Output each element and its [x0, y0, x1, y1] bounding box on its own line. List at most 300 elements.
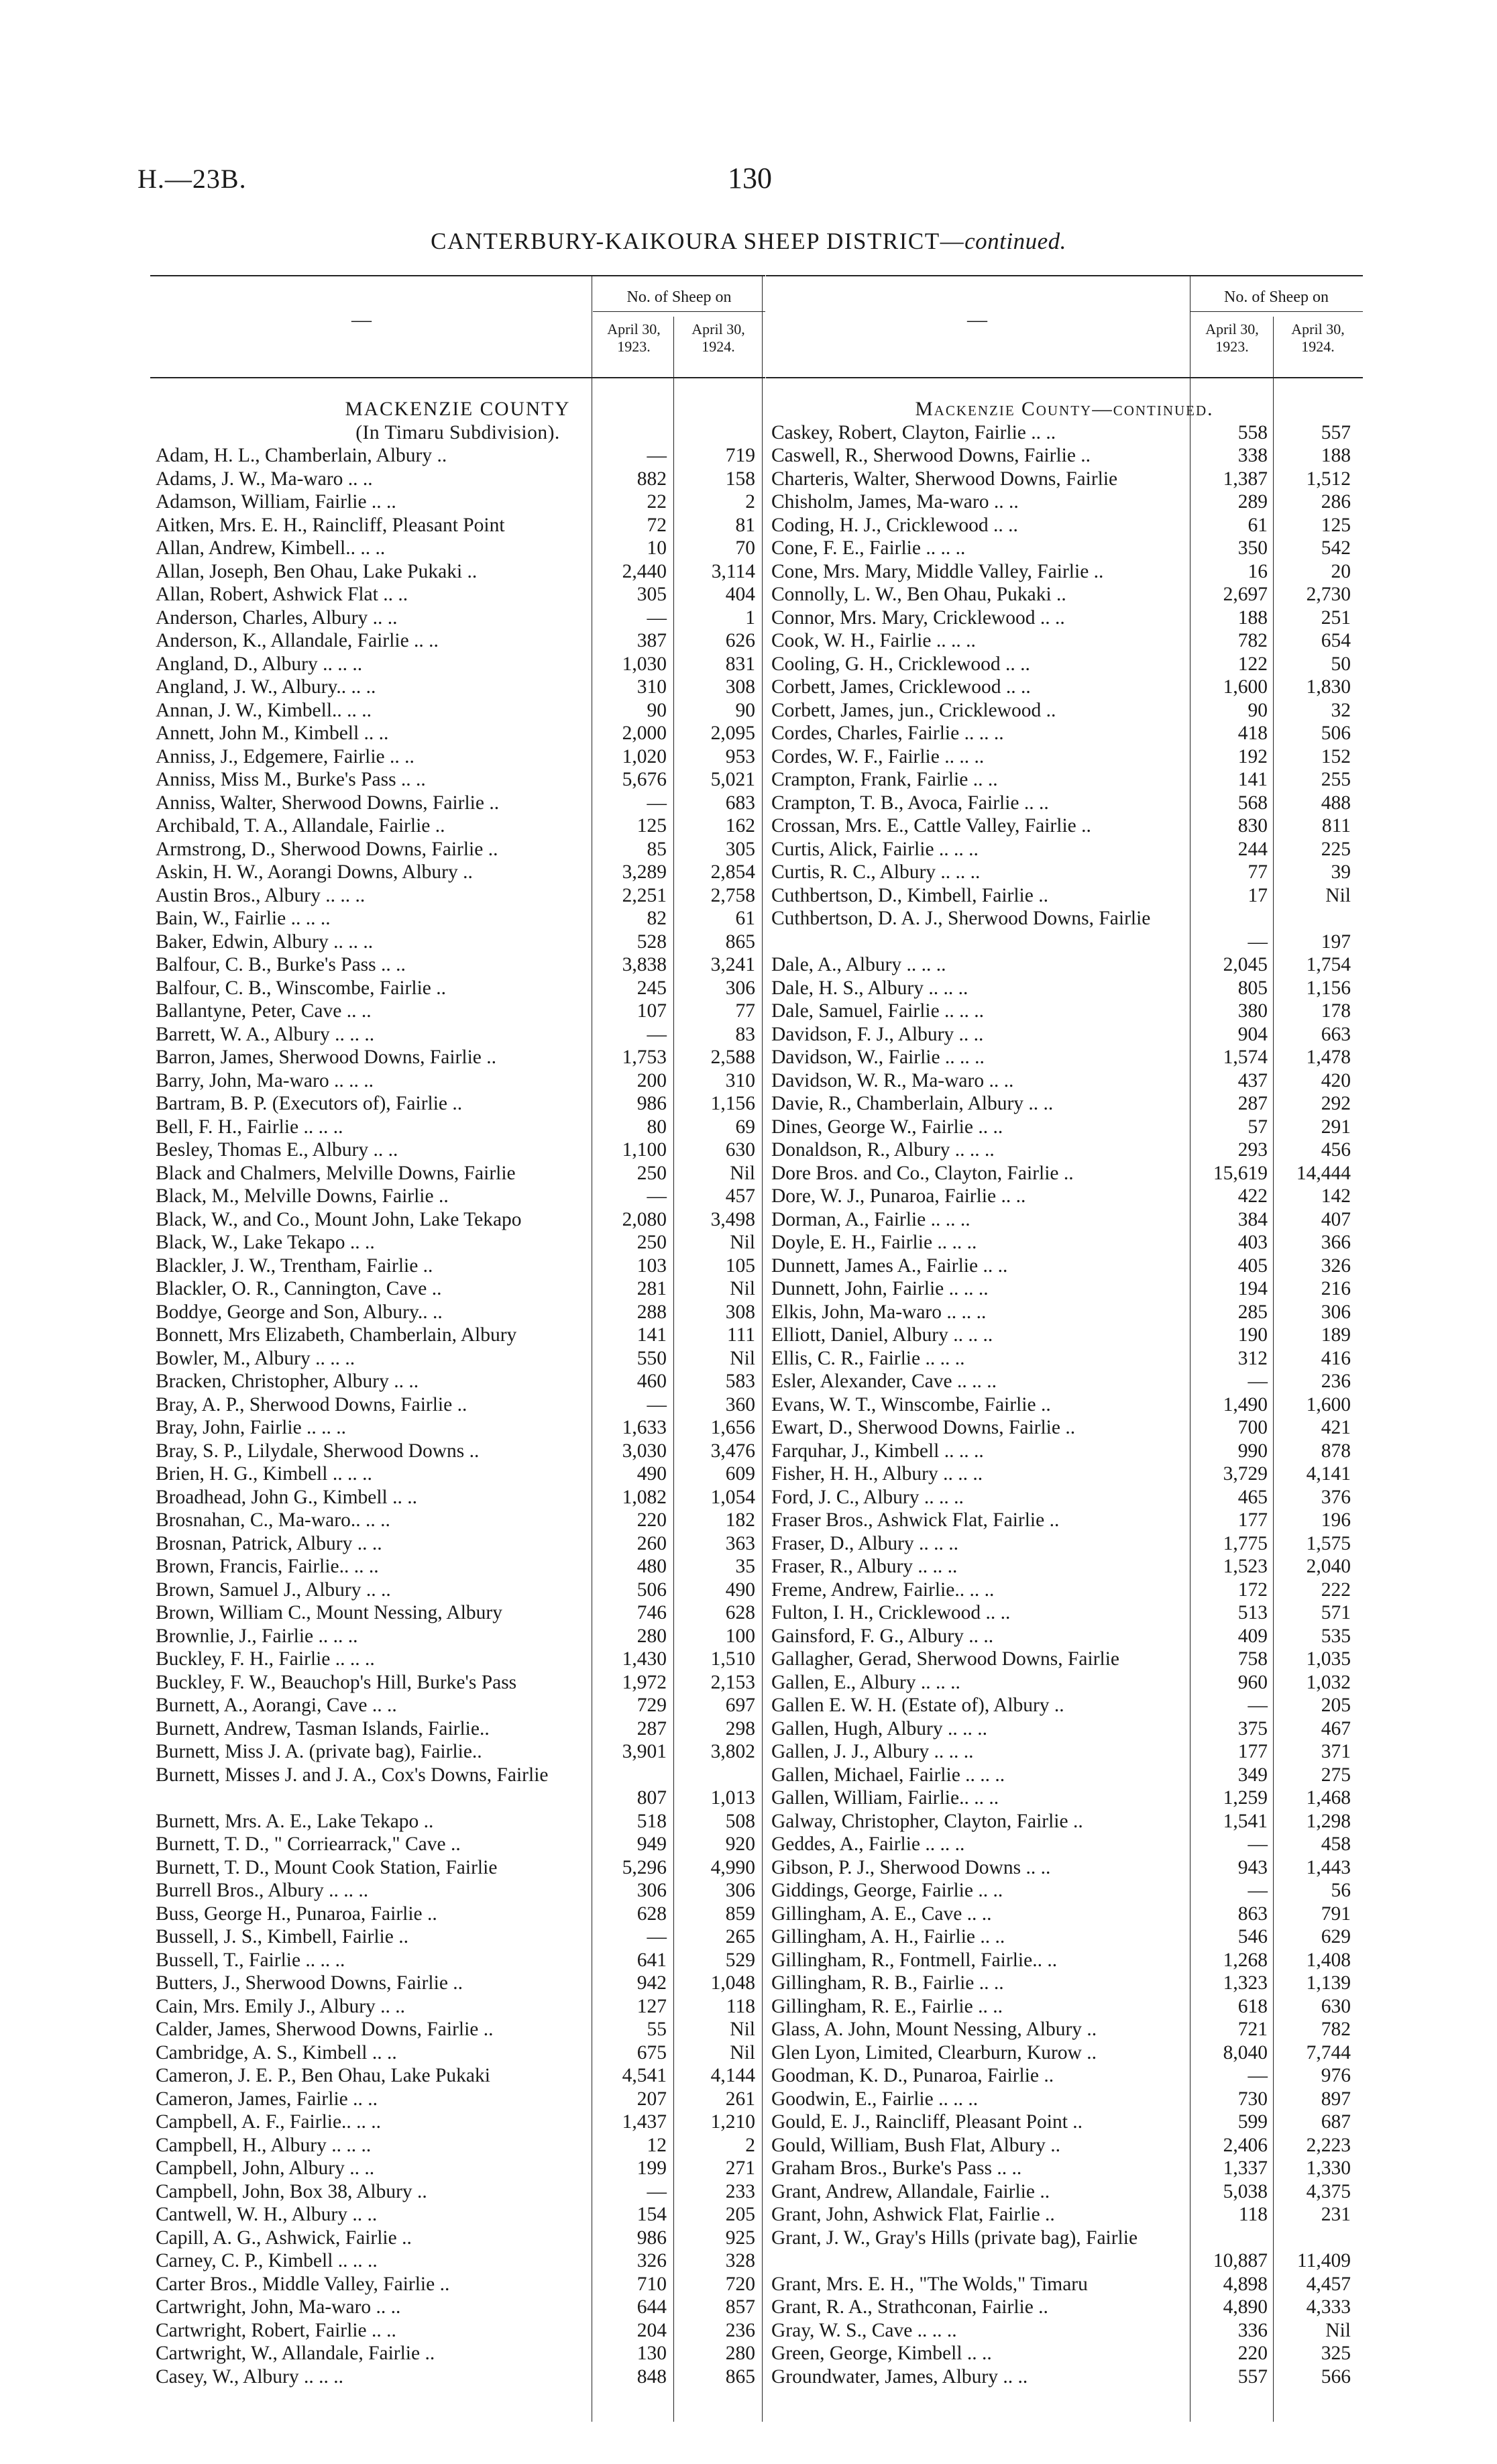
table-row — [150, 1879, 765, 1903]
owner-name: Barron, James, Sherwood Downs, Fairlie .. — [156, 1047, 496, 1068]
owner-name: Black, M., Melville Downs, Fairlie .. — [156, 1185, 449, 1207]
sheep-count-1924: Nil — [730, 2041, 755, 2064]
table-row — [766, 2296, 1363, 2319]
sheep-count-1924: 782 — [1321, 2019, 1351, 2040]
owner-name: Gillingham, R., Fontmell, Fairlie.. .. — [771, 1949, 1058, 1971]
owner-name: Elliott, Daniel, Albury .. .. .. — [771, 1324, 993, 1346]
sheep-count-1923: 4,890 — [1223, 2296, 1268, 2318]
left-table — [150, 275, 765, 2422]
table-row — [766, 1138, 1363, 1162]
table-row — [150, 537, 765, 560]
owner-name: Coding, H. J., Cricklewood .. .. — [771, 514, 1018, 536]
sheep-count-1924: 271 — [725, 2157, 755, 2179]
table-row — [766, 606, 1363, 630]
table-row — [150, 861, 765, 884]
table-row — [766, 1903, 1363, 1926]
sheep-count-1924: 328 — [725, 2250, 755, 2271]
sheep-count-1923: 289 — [1237, 491, 1268, 513]
table-row — [766, 1370, 1363, 1393]
table-row — [766, 1833, 1363, 1856]
sheep-count-1923: 5,038 — [1223, 2180, 1268, 2202]
sheep-count-1924: Nil — [1325, 884, 1351, 906]
owner-name: Gallen, William, Fairlie.. .. .. — [771, 1787, 999, 1809]
table-row — [150, 1648, 765, 1671]
owner-name: Austin Bros., Albury .. .. .. — [156, 884, 366, 906]
sheep-count-1923: 949 — [636, 1833, 667, 1855]
sheep-count-1924: 4,144 — [710, 2065, 755, 2086]
sheep-count-1923: 387 — [636, 630, 667, 651]
owner-name: Gillingham, R. B., Fairlie .. .. — [771, 1972, 1004, 1994]
owner-name: Bell, F. H., Fairlie .. .. .. — [156, 1116, 343, 1138]
table-row — [766, 1000, 1363, 1023]
owner-name: Anniss, Miss M., Burke's Pass .. .. — [156, 769, 426, 790]
owner-name: Bussell, T., Fairlie .. .. .. — [156, 1949, 345, 1971]
table-row — [150, 838, 765, 861]
table-row — [150, 1578, 765, 1602]
table-row — [150, 953, 765, 977]
table-row — [150, 2227, 765, 2250]
owner-name: Anniss, Walter, Sherwood Downs, Fairlie .. — [156, 792, 500, 814]
sheep-count-1923: 1,600 — [1223, 676, 1268, 698]
table-row — [150, 1972, 765, 1995]
sheep-count-1923: 729 — [636, 1695, 667, 1716]
owner-name: Bain, W., Fairlie .. .. .. — [156, 908, 331, 929]
sheep-count-1924: 225 — [1321, 838, 1351, 860]
sheep-count-1924: 420 — [1321, 1069, 1351, 1091]
sheep-count-1924: 366 — [1321, 1232, 1351, 1253]
owner-name: Burnett, A., Aorangi, Cave .. .. — [156, 1695, 397, 1716]
table-row — [766, 1416, 1363, 1440]
sheep-count-1923: 207 — [636, 2088, 667, 2110]
table-row — [150, 2296, 765, 2319]
table-row — [150, 722, 765, 745]
sheep-count-1924: 925 — [725, 2227, 755, 2249]
sheep-count-1924: 236 — [725, 2319, 755, 2341]
sheep-count-1924: 467 — [1321, 1717, 1351, 1739]
sheep-count-1923: 1,268 — [1223, 1949, 1268, 1971]
owner-name: Armstrong, D., Sherwood Downs, Fairlie .. — [156, 838, 498, 860]
table-row — [766, 1393, 1363, 1417]
sheep-count-1923: 618 — [1237, 1995, 1268, 2017]
sheep-count-1923: 960 — [1237, 1671, 1268, 1693]
owner-name: Glen Lyon, Limited, Clearburn, Kurow .. — [771, 2041, 1097, 2064]
right-table-body — [766, 398, 1363, 2388]
owner-name: Gallen E. W. H. (Estate of), Albury .. — [771, 1695, 1064, 1716]
owner-name: Geddes, A., Fairlie .. .. .. — [771, 1833, 965, 1855]
owner-name: Davidson, W. R., Ma-waro .. .. — [771, 1069, 1014, 1091]
owner-name: Black, W., Lake Tekapo .. .. — [156, 1232, 375, 1253]
table-row — [766, 1046, 1363, 1069]
sheep-count-1923: 942 — [636, 1972, 667, 1994]
owner-name: Gillingham, A. E., Cave .. .. — [771, 1903, 992, 1925]
left-header-dash: — — [351, 309, 372, 331]
owner-name: Gould, William, Bush Flat, Albury .. — [771, 2134, 1060, 2156]
owner-name: Burnett, Miss J. A. (private bag), Fairlie.. — [156, 1741, 482, 1762]
table-row — [766, 1925, 1363, 1949]
owner-name: Bowler, M., Albury .. .. .. — [156, 1347, 355, 1369]
sheep-count-1924: 542 — [1321, 537, 1351, 559]
table-row — [150, 1301, 765, 1324]
sheep-count-1923: 418 — [1237, 722, 1268, 744]
table-row — [766, 560, 1363, 584]
table-row — [150, 1717, 765, 1741]
sheep-count-1923: 245 — [636, 977, 667, 999]
sheep-count-1924: 404 — [725, 584, 755, 605]
owner-name: Doyle, E. H., Fairlie .. .. .. — [771, 1232, 977, 1253]
sheep-count-1923: 460 — [636, 1371, 667, 1392]
sheep-count-1923: 310 — [636, 676, 667, 698]
sheep-count-1923: 1,490 — [1223, 1393, 1268, 1415]
sheep-count-1923: 4,898 — [1223, 2273, 1268, 2295]
owner-name: Gray, W. S., Cave .. .. .. — [771, 2319, 957, 2341]
sheep-count-1923: 1,430 — [622, 1648, 667, 1670]
table-row — [766, 1995, 1363, 2019]
owner-name: Bracken, Christopher, Albury .. .. — [156, 1371, 419, 1392]
sheep-count-1923: 154 — [636, 2204, 667, 2225]
owner-name: Calder, James, Sherwood Downs, Fairlie .. — [156, 2019, 494, 2040]
sheep-count-1923: 2,440 — [622, 560, 667, 582]
sheep-count-1923: 375 — [1237, 1717, 1268, 1739]
sheep-count-1924: Nil — [1325, 2319, 1351, 2341]
owner-name: Blackler, J. W., Trentham, Fairlie .. — [156, 1254, 433, 1277]
sheep-count-1924: 566 — [1321, 2365, 1351, 2388]
table-row — [766, 1601, 1363, 1625]
table-row — [766, 1949, 1363, 1972]
sheep-count-1923: 77 — [1248, 861, 1268, 883]
left-header-group: No. of Sheep on — [593, 283, 765, 312]
sheep-count-1924: 1,600 — [1306, 1393, 1351, 1415]
owner-name: Burnett, Mrs. A. E., Lake Tekapo .. — [156, 1810, 434, 1832]
sheep-count-1923: 57 — [1248, 1116, 1268, 1138]
sheep-count-1924: 654 — [1321, 630, 1351, 651]
sheep-count-1924: 325 — [1321, 2343, 1351, 2364]
sheep-count-1924: 1,330 — [1306, 2157, 1351, 2179]
sheep-count-1923: 1,082 — [622, 1486, 667, 1508]
owner-name: Cantwell, W. H., Albury .. .. — [156, 2204, 378, 2225]
owner-name: Ewart, D., Sherwood Downs, Fairlie .. — [771, 1417, 1076, 1438]
sheep-count-1924: 811 — [1321, 815, 1351, 837]
owner-name: Brown, Francis, Fairlie.. .. .. — [156, 1556, 379, 1577]
sheep-count-1924: 720 — [725, 2273, 755, 2295]
owner-name: Goodwin, E., Fairlie .. .. .. — [771, 2088, 979, 2110]
owner-name: Archibald, T. A., Allandale, Fairlie .. — [156, 815, 445, 837]
sheep-count-1924: 2 — [745, 491, 755, 513]
sheep-count-1924: 457 — [725, 1185, 755, 1207]
owner-name: Broadhead, John G., Kimbell .. .. — [156, 1486, 417, 1508]
table-row — [766, 2203, 1363, 2227]
table-row — [150, 699, 765, 722]
sheep-count-1923: 199 — [636, 2157, 667, 2179]
owner-name: Besley, Thomas E., Albury .. .. — [156, 1139, 398, 1161]
sheep-count-1924: 1,013 — [710, 1787, 755, 1809]
sheep-count-1923: 384 — [1237, 1208, 1268, 1230]
table-row — [766, 1810, 1363, 1833]
table-row — [150, 930, 765, 954]
table-row — [150, 1393, 765, 1417]
table-row — [766, 1440, 1363, 1463]
sheep-count-1923: 12 — [647, 2134, 667, 2156]
sheep-count-1923: 986 — [636, 2227, 667, 2249]
table-row — [766, 1786, 1363, 1810]
owner-name: Cameron, James, Fairlie .. .. — [156, 2088, 378, 2110]
sheep-count-1924: 719 — [725, 445, 755, 466]
sheep-count-1924: 326 — [1321, 1254, 1351, 1277]
owner-name: Bray, S. P., Lilydale, Sherwood Downs .. — [156, 1440, 480, 1462]
owner-name: Cone, Mrs. Mary, Middle Valley, Fairlie .. — [771, 560, 1104, 582]
sheep-count-1924: 305 — [725, 838, 755, 860]
sheep-count-1923: 1,387 — [1223, 468, 1268, 490]
table-row — [150, 2365, 765, 2389]
sheep-count-1923: 1,972 — [622, 1671, 667, 1693]
owner-name: Evans, W. T., Winscombe, Fairlie .. — [771, 1393, 1051, 1415]
sheep-count-1923: 2,000 — [622, 722, 667, 744]
sheep-count-1924: 857 — [725, 2296, 755, 2318]
sheep-count-1924: 3,498 — [710, 1208, 755, 1230]
sheep-count-1923: — — [647, 792, 667, 814]
owner-name: Charteris, Walter, Sherwood Downs, Fairlie — [771, 468, 1118, 490]
table-row — [150, 444, 765, 468]
sheep-count-1924: 1,408 — [1306, 1949, 1351, 1971]
sheep-count-1923: 644 — [636, 2296, 667, 2318]
table-row — [766, 1092, 1363, 1116]
sheep-count-1923: 127 — [636, 1995, 667, 2017]
table-row — [150, 629, 765, 653]
sheep-count-1923: 480 — [636, 1556, 667, 1577]
owner-name: Allan, Robert, Ashwick Flat .. .. — [156, 584, 408, 605]
owner-name: Curtis, Alick, Fairlie .. .. .. — [771, 838, 979, 860]
sheep-count-1923: 192 — [1237, 745, 1268, 767]
table-row — [766, 1277, 1363, 1301]
sheep-count-1924: 628 — [725, 1602, 755, 1623]
sheep-count-1923: 244 — [1237, 838, 1268, 860]
owner-name: Glass, A. John, Mount Nessing, Albury .. — [771, 2019, 1097, 2040]
table-row — [150, 1903, 765, 1926]
table-row — [766, 1972, 1363, 1995]
owner-name: Annan, J. W., Kimbell.. .. .. — [156, 699, 372, 721]
sheep-count-1923: 557 — [1237, 2365, 1268, 2388]
sheep-count-1923: 546 — [1237, 1926, 1268, 1947]
left-header-col-a: April 30, 1923. — [607, 321, 661, 355]
sheep-count-1923: 628 — [636, 1903, 667, 1925]
sheep-count-1923: 85 — [647, 838, 667, 860]
owner-name: Goodman, K. D., Punaroa, Fairlie .. — [771, 2065, 1054, 2086]
sheep-count-1923: 204 — [636, 2319, 667, 2341]
sheep-count-1923: 3,729 — [1223, 1463, 1268, 1485]
table-row — [766, 1509, 1363, 1532]
sheep-count-1923: 1,337 — [1223, 2157, 1268, 2179]
sheep-count-1923: 141 — [1237, 769, 1268, 790]
owner-name: Gallen, J. J., Albury .. .. .. — [771, 1741, 974, 1762]
owner-name: Cartwright, W., Allandale, Fairlie .. — [156, 2343, 435, 2364]
sheep-count-1924: 3,476 — [710, 1440, 755, 1462]
owner-name: Angland, J. W., Albury.. .. .. — [156, 676, 376, 698]
sheep-count-1923: 350 — [1237, 537, 1268, 559]
owner-name: Corbett, James, jun., Cricklewood .. — [771, 699, 1056, 721]
owner-name: Burrell Bros., Albury .. .. .. — [156, 1880, 369, 1901]
table-row — [766, 907, 1363, 953]
table-row — [150, 560, 765, 584]
table-row — [766, 1648, 1363, 1671]
right-header-col-a: April 30, 1923. — [1205, 321, 1259, 355]
table-row — [150, 1092, 765, 1116]
sheep-count-1923: 10 — [647, 537, 667, 559]
sheep-count-1923: 882 — [636, 468, 667, 490]
table-row — [766, 2273, 1363, 2296]
sheep-count-1923: 118 — [1238, 2204, 1268, 2225]
sheep-count-1924: 791 — [1321, 1903, 1351, 1925]
sheep-count-1923: 281 — [636, 1278, 667, 1299]
sheep-count-1923: 513 — [1237, 1602, 1268, 1623]
table-row — [766, 468, 1363, 491]
sheep-count-1924: 683 — [725, 792, 755, 814]
sheep-count-1924: 697 — [725, 1695, 755, 1716]
table-row — [150, 514, 765, 537]
owner-name: Connolly, L. W., Ben Ohau, Pukaki .. — [771, 584, 1066, 605]
sheep-count-1924: 508 — [725, 1810, 755, 1832]
sheep-count-1923: 2,045 — [1223, 954, 1268, 975]
table-row — [766, 745, 1363, 769]
sheep-count-1923: 528 — [636, 930, 667, 953]
sheep-count-1924: 118 — [726, 1995, 755, 2017]
owner-name: Gallen, Hugh, Albury .. .. .. — [771, 1717, 988, 1739]
sheep-count-1924: 609 — [725, 1463, 755, 1485]
sheep-count-1924: 261 — [725, 2088, 755, 2110]
owner-name: Brownlie, J., Fairlie .. .. .. — [156, 1625, 358, 1647]
table-row — [766, 1301, 1363, 1324]
table-row — [766, 1069, 1363, 1093]
owner-name: Aitken, Mrs. E. H., Raincliff, Pleasant Point — [156, 514, 505, 536]
sheep-count-1923: 2,697 — [1223, 584, 1268, 605]
table-row — [150, 1462, 765, 1486]
sheep-count-1923: 863 — [1237, 1903, 1268, 1925]
sheep-count-1923: 287 — [1237, 1093, 1268, 1114]
sheep-count-1924: 878 — [1321, 1440, 1351, 1462]
sheep-count-1924: 231 — [1321, 2204, 1351, 2225]
table-row — [150, 1231, 765, 1254]
page-number: 130 — [728, 162, 772, 195]
table-row — [150, 1277, 765, 1301]
owner-name: Bray, A. P., Sherwood Downs, Fairlie .. — [156, 1393, 467, 1415]
owner-name: Brosnan, Patrick, Albury .. .. — [156, 1532, 382, 1554]
sheep-count-1924: Nil — [730, 2019, 755, 2040]
table-row — [150, 1532, 765, 1556]
sheep-count-1924: 265 — [725, 1926, 755, 1947]
sheep-count-1924: Nil — [730, 1347, 755, 1369]
table-row — [150, 2319, 765, 2343]
sheep-count-1924: 7,744 — [1306, 2041, 1351, 2064]
sheep-count-1923: 848 — [636, 2365, 667, 2388]
table-row — [150, 583, 765, 606]
sheep-count-1923: — — [647, 445, 667, 466]
sheep-count-1924: 178 — [1321, 1000, 1351, 1022]
owner-name: Freme, Andrew, Fairlie.. .. .. — [771, 1578, 995, 1601]
sheep-count-1923: 90 — [1248, 699, 1268, 721]
table-row — [766, 792, 1363, 815]
sheep-count-1923: 141 — [636, 1324, 667, 1346]
sheep-count-1924: 20 — [1331, 560, 1351, 582]
sheep-count-1924: 1,443 — [1306, 1856, 1351, 1878]
table-row — [766, 1023, 1363, 1047]
table-row — [766, 1462, 1363, 1486]
sheep-count-1924: 626 — [725, 630, 755, 651]
sheep-count-1924: 1,210 — [710, 2111, 755, 2133]
sheep-count-1923: 90 — [647, 699, 667, 721]
sheep-count-1924: 61 — [735, 908, 755, 929]
sheep-count-1923: 3,030 — [622, 1440, 667, 1462]
sheep-count-1924: 1,035 — [1306, 1648, 1351, 1670]
table-row — [766, 653, 1363, 676]
owner-name: Campbell, John, Box 38, Albury .. — [156, 2180, 427, 2202]
table-row — [766, 1532, 1363, 1556]
sheep-count-1924: 2,095 — [710, 722, 755, 744]
owner-name: Dines, George W., Fairlie .. .. — [771, 1116, 1003, 1138]
sheep-count-1924: 236 — [1321, 1371, 1351, 1392]
sheep-count-1923: 805 — [1237, 977, 1268, 999]
sheep-count-1923: 260 — [636, 1532, 667, 1554]
sheep-count-1924: 456 — [1321, 1139, 1351, 1161]
owner-name: Bussell, J. S., Kimbell, Fairlie .. — [156, 1926, 408, 1947]
sheep-count-1924: 196 — [1321, 1509, 1351, 1531]
sheep-count-1924: 77 — [735, 1000, 755, 1022]
sheep-count-1924: 407 — [1321, 1208, 1351, 1230]
sheep-count-1924: 490 — [725, 1578, 755, 1601]
sheep-count-1923: — — [647, 606, 667, 629]
sheep-count-1924: 920 — [725, 1833, 755, 1855]
sheep-count-1923: 4,541 — [622, 2065, 667, 2086]
sheep-count-1923: 437 — [1237, 1069, 1268, 1091]
table-row — [766, 768, 1363, 792]
table-row — [150, 1995, 765, 2019]
owner-name: Anniss, J., Edgemere, Fairlie .. .. — [156, 745, 414, 767]
table-row — [766, 1856, 1363, 1880]
owner-name: Cook, W. H., Fairlie .. .. .. — [771, 630, 976, 651]
owner-name: Dale, A., Albury .. .. .. — [771, 954, 946, 975]
table-row — [150, 1347, 765, 1371]
county-heading-continued — [766, 398, 1363, 421]
sheep-count-1923: 17 — [1248, 884, 1268, 906]
sheep-count-1924: Nil — [730, 1162, 755, 1184]
sheep-count-1923: 338 — [1237, 445, 1268, 466]
owner-name: Caswell, R., Sherwood Downs, Fairlie .. — [771, 445, 1091, 466]
sheep-count-1923: 312 — [1237, 1347, 1268, 1369]
sheep-count-1923: 403 — [1237, 1232, 1268, 1253]
owner-name: Dale, Samuel, Fairlie .. .. .. — [771, 1000, 985, 1022]
owner-name: Grant, Andrew, Allandale, Fairlie .. — [771, 2180, 1050, 2202]
owner-name: Curtis, R. C., Albury .. .. .. — [771, 861, 981, 883]
owner-name: Brosnahan, C., Ma-waro.. .. .. — [156, 1509, 390, 1531]
owner-name: Cuthbertson, D., Kimbell, Fairlie .. — [771, 884, 1048, 906]
sheep-count-1924: 529 — [725, 1949, 755, 1971]
table-row — [766, 1231, 1363, 1254]
table-row — [150, 2018, 765, 2041]
sheep-count-1924: 182 — [725, 1509, 755, 1531]
owner-name: Askin, H. W., Aorangi Downs, Albury .. — [156, 861, 473, 883]
table-row — [150, 1833, 765, 1856]
sheep-count-1923: 8,040 — [1223, 2041, 1268, 2064]
sheep-count-1923: 130 — [636, 2343, 667, 2364]
sheep-count-1923: 675 — [636, 2041, 667, 2064]
sheep-count-1923: 107 — [636, 1000, 667, 1022]
table-row — [766, 2064, 1363, 2088]
table-row — [150, 606, 765, 630]
sheep-count-1923: 22 — [647, 491, 667, 513]
table-row — [150, 814, 765, 838]
sheep-count-1923: 2,251 — [622, 884, 667, 906]
sheep-count-1923: 943 — [1237, 1856, 1268, 1878]
sheep-count-1924: 1 — [745, 606, 755, 629]
sheep-count-1924: 90 — [735, 699, 755, 721]
sheep-count-1924: 2 — [745, 2134, 755, 2156]
